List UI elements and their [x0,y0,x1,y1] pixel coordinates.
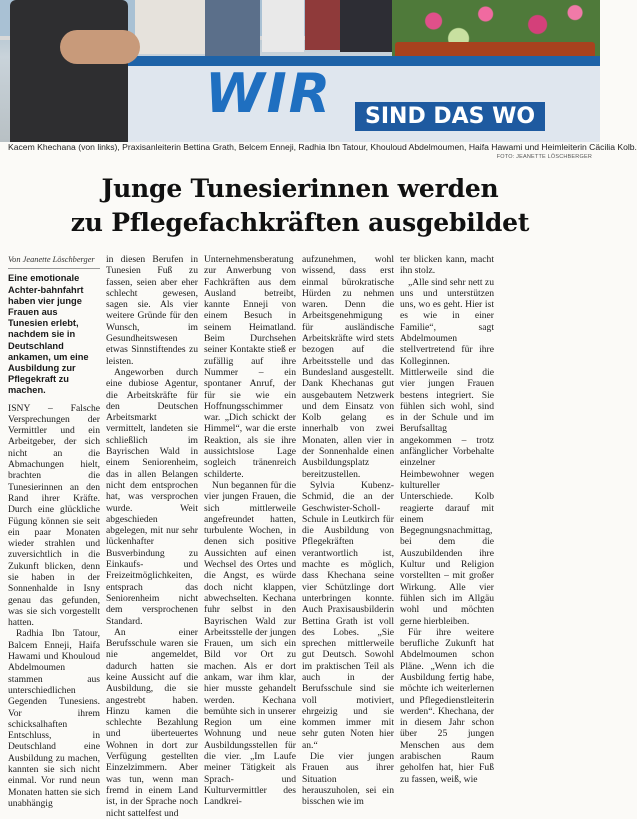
photo-person [205,0,260,56]
paragraph: ISNY – Falsche Versprechungen der Vermittler und ein Arbeitgeber, der sich nicht an die Abmachungen hielt, brachten die Tunesierinnen an den Rand ihrer Kräfte. Durch eine glückliche Fügung können sie seit ein paar Monaten wieder strahlen und zuversichtlich in die Zukunft blicken, denn sie haben in der Sonnenhalde in Isny genau das gefunden, was sie sich vorgestellt hatten. [8,402,100,629]
paragraph: Radhia Ibn Tatour, Balcem Enneji, Haifa Hawami und Khouloud Abdelmoumen stammen aus unterschiedlichen Gegenden Tunesiens. Vor ihrem schicksalhaften Entschluss, in Deutschland eine Ausbildung zu machen, kannten sie sich nicht einmal. Vor rund neun Monaten hatten sie sich unabhängig [8,628,100,809]
article-body [8,254,596,819]
photo-credit: FOTO: JEANETTE LÖSCHBERGER [496,154,592,160]
paragraph: aufzunehmen, wohl wissend, dass erst einmal bürokratische Hürden zu nehmen waren. Denn die Arbeitsgenehmigung für ausländische Arbeitskräfte wird stets bezogen auf die Arbeitsstelle und das Bundesland ausgestellt. Dank Khechanas gut ausgebautem Netzwerk und dem Einsatz von Kolb gelang es innerhalb von zwei Monaten, allen vier in der Sonnenhalde einen Ausbildungsplatz bereitzustellen. [302,254,394,480]
paragraph: Nun begannen für die vier jungen Frauen, die sich mittlerweile angefreundet hatten, turbulente Wochen, in denen sich positive Aussichten auf einen Wechsel des Ortes und die Angst, es würde doch nicht klappen, abwechselten. Kechana fuhr selbst in den Bayrischen Wald zur Arbeitsstelle der jungen Frauen, um sich ein Bild vor Ort zu machen. Als er dort ankam, war ihm klar, hier musste gehandelt werden. Kechana bemühte sich in unserer Region um eine Wohnung und neue Ausbildungsstellen für die vier. „Im Laufe meiner Tätigkeit als Sprach- und Kulturvermittler des Landkrei- [204,479,296,808]
headline-line-1: Junge Tunesierinnen werden [101,174,499,203]
photo-person [340,0,392,52]
article-column-2 [106,254,198,819]
photo-person [262,0,304,52]
paragraph: „Alle sind sehr nett zu uns und unterstützen uns, wo es geht. Hier ist es wie in einer Familie“, sagt Abdelmoumen stellvertretend für ihre Kolleginnen. Mittlerweile sind die vier jungen Frauen bestens integriert. Sie fühlen sich wohl, sind in der Schule und im Berufsalltag angekommen – trotz anfänglicher Vorbehalte einzelner Heimbewohner wegen kultureller Unterschiede. Kolb reagierte darauf mit einem Begegnungsnachmittag, bei dem die Auszubildenden ihre Kultur und Religion vorstellten – mit großer Wirkung. Alle vier fühlen sich im Allgäu wohl und möchten gerne hierbleiben. [400,276,494,627]
byline: Von Jeanette Löschberger [8,254,100,269]
article-column-4 [302,254,394,808]
photo-banner-stripe [100,56,600,66]
article-column-3 [204,254,296,808]
article-lead: Eine emotionale Achter-bahnfahrt haben vier junge Frauen aus Tunesien erlebt, nachdem sie in Deutschland ankamen, um eine Ausbildung zur Pflegekraft zu machen. [8,273,89,396]
headline-line-2: zu Pflegefachkräften ausgebildet [70,208,530,237]
photo-caption: Kacem Khechana (von links), Praxisanleiterin Bettina Grath, Belcem Enneji, Radhia Ibn Tatour, Khouloud Abdelmoumen, Haifa Hawami und Heimleiterin Cäcilia Kolb. [8,142,637,152]
photo-hands [60,30,140,64]
paragraph: Sylvia Kubenz-Schmid, die an der Geschwister-Scholl-Schule in Leutkirch für die Ausbildung von Pflegekräften verantwortlich ist, machte es möglich, dass Khechana seine vier Schützlinge dort unterbringen konnte. Auch Praxisausbilderin Bettina Grath ist voll des Lobes. „Sie sprechen mittlerweile gut Deutsch. Sowohl im praktischen Teil als auch in der Berufsschule sind sie voll motiviert, ehrgeizig und sie kommen immer mit sehr guten Noten hier an.“ [302,479,394,751]
paragraph: in diesen Berufen in Tunesien Fuß zu fassen, seien aber eher schlecht gewesen, sagen sie. Als vier weitere Gründe für den Wunsch, im Gesundheitswesen etwas Sinnstiftendes zu leisten. [106,254,198,367]
article-headline [0,172,600,240]
paragraph: An einer Berufsschule waren sie nie angemeldet, dadurch hatten sie keine Aussicht auf die Ausbildung, die sie angestrebt haben. Hinzu kamen die schlechte Bezahlung und überteuertes Wohnen in dort zur Verfügung gestellten Einzelzimmern. Aber was tun, wenn man fremd in einem Land ist, in der Sprache noch nicht sattelfest und [106,626,198,819]
paragraph: Für ihre weitere berufliche Zukunft hat Abdelmoumen schon Pläne. „Wenn ich die Ausbildung fertig habe, möchte ich weiterlernen und Pflegedienstleiterin werden“. Khechana, der in diesem Jahr schon über 25 jungen Menschen aus dem arabischen Raum geholfen hat, hier Fuß zu fassen, weiß, wie [400,626,494,785]
paragraph: Angeworben durch eine dubiose Agentur, die Arbeitskräfte für den Deutschen Arbeitsmarkt vermittelt, landeten sie schließlich im Bayrischen Wald in einem Seniorenheim, das in allen Belangen nicht dem entsprochen hat, was versprochen wurde. Weit abgeschieden abgelegen, mit nur sehr lückenhafter Busverbindung zu Einkaufs- und Freizeitmöglichkeiten, entsprach das Seniorenheim nicht dem versprochenen Standard. [106,366,198,627]
banner-text-small: SIND DAS WO [355,102,545,131]
photo-person [305,0,340,50]
photo-person-foreground [10,0,128,142]
article-column-1 [8,254,100,809]
banner-text-large: WIR [205,62,333,125]
paragraph: ter blicken kann, macht ihn stolz. [400,254,494,277]
article-column-5 [400,254,494,785]
photo-person [135,0,205,54]
header-photo [0,0,600,142]
paragraph: Die vier jungen Frauen aus ihrer Situation herauszuholen, sei ein bisschen wie im [302,751,394,808]
paragraph: Unternehmensberatung zur Anwerbung von Fachkräften aus dem Ausland betreibt, kannte Enneji von einem Besuch in seinem Heimatland. Beim Durchsehen seiner Kontakte stieß er zufällig auf ihre Nummer – ein spontaner Anruf, der für sie wie ein Hoffnungsschimmer war. „Dich schickt der Himmel“, war die erste Reaktion, als sie ihre aussichtslose Lage sogleich tränenreich schilderte. [204,254,296,480]
